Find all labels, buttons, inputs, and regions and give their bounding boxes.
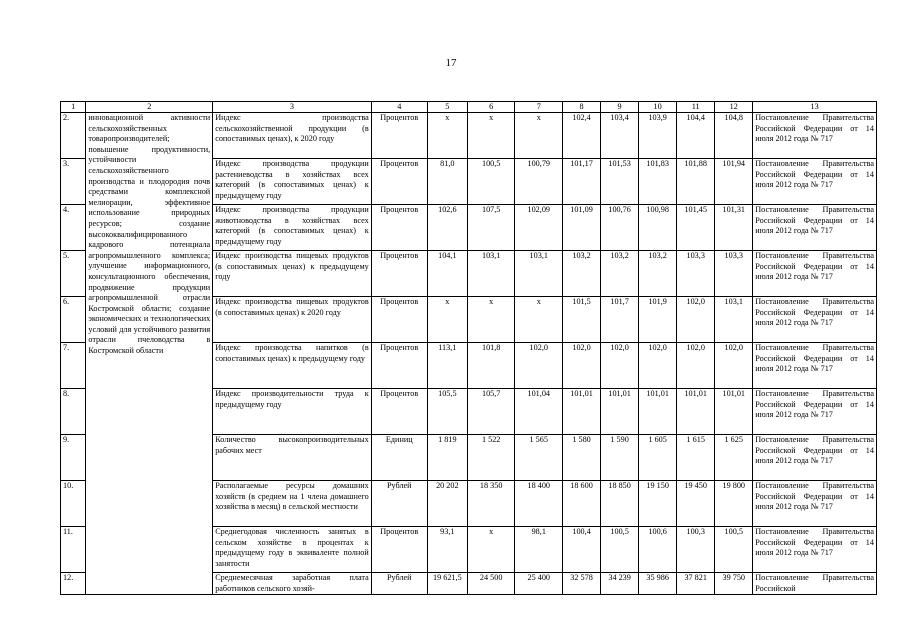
source-cell: Постановление Правительства Российской Федерации от 14 июля 2012 года № 717 (753, 435, 877, 481)
value-cell: 1 590 (601, 435, 639, 481)
value-cell: 1 580 (563, 435, 601, 481)
header-cell: 2 (86, 102, 213, 113)
value-cell: х (515, 297, 563, 343)
value-cell: 100,4 (563, 527, 601, 573)
value-cell: 113,1 (427, 343, 467, 389)
value-cell: 1 522 (467, 435, 515, 481)
unit-cell: Процентов (371, 205, 427, 251)
value-cell: 102,4 (563, 113, 601, 159)
indicators-table (60, 101, 877, 595)
value-cell: 103,1 (467, 251, 515, 297)
header-cell: 12 (715, 102, 753, 113)
header-cell: 1 (61, 102, 86, 113)
value-cell: 101,53 (601, 159, 639, 205)
row-number-cell: 11. (61, 527, 86, 573)
value-cell: 100,5 (467, 159, 515, 205)
unit-cell: Рублей (371, 573, 427, 595)
value-cell: х (467, 527, 515, 573)
value-cell: 100,5 (715, 527, 753, 573)
unit-cell: Процентов (371, 343, 427, 389)
header-cell: 10 (639, 102, 677, 113)
value-cell: 1 625 (715, 435, 753, 481)
value-cell: 107,5 (467, 205, 515, 251)
source-cell: Постановление Правительства Российской Федерации от 14 июля 2012 года № 717 (753, 481, 877, 527)
value-cell: 18 600 (563, 481, 601, 527)
value-cell: 19 450 (677, 481, 715, 527)
header-cell: 3 (213, 102, 372, 113)
value-cell: 102,0 (677, 297, 715, 343)
row-number-cell: 6. (61, 297, 86, 343)
value-cell: 103,2 (639, 251, 677, 297)
source-cell: Постановление Правительства Российской Федерации от 14 июля 2012 года № 717 (753, 297, 877, 343)
value-cell: 18 850 (601, 481, 639, 527)
value-cell: 1 605 (639, 435, 677, 481)
value-cell: х (427, 297, 467, 343)
value-cell: 24 500 (467, 573, 515, 595)
value-cell: 34 239 (601, 573, 639, 595)
indicator-cell: Индекс производства пищевых продуктов (в сопоставимых ценах) к предыдущему году (213, 251, 372, 297)
table-header-row (61, 102, 877, 113)
header-cell: 7 (515, 102, 563, 113)
value-cell: 1 565 (515, 435, 563, 481)
value-cell: 101,5 (563, 297, 601, 343)
unit-cell: Процентов (371, 297, 427, 343)
value-cell: 102,0 (563, 343, 601, 389)
value-cell: 81,0 (427, 159, 467, 205)
value-cell: 101,17 (563, 159, 601, 205)
value-cell: 101,04 (515, 389, 563, 435)
value-cell: 19 621,5 (427, 573, 467, 595)
header-cell: 9 (601, 102, 639, 113)
value-cell: 102,0 (677, 343, 715, 389)
indicator-cell: Располагаемые ресурсы домашних хозяйств (в среднем на 1 члена домашнего хозяйства в месяц) в сельской местности (213, 481, 372, 527)
value-cell: 100,6 (639, 527, 677, 573)
value-cell: 100,76 (601, 205, 639, 251)
value-cell: 103,9 (639, 113, 677, 159)
indicator-cell: Индекс производства пищевых продуктов (в сопоставимых ценах) к 2020 году (213, 297, 372, 343)
value-cell: 105,7 (467, 389, 515, 435)
source-cell: Постановление Правительства Российской Федерации от 14 июля 2012 года № 717 (753, 527, 877, 573)
value-cell: 103,4 (601, 113, 639, 159)
source-cell: Постановление Правительства Российской Федерации от 14 июля 2012 года № 717 (753, 113, 877, 159)
header-cell: 4 (371, 102, 427, 113)
row-number-cell: 2. (61, 113, 86, 159)
row-number-cell: 5. (61, 251, 86, 297)
value-cell: 100,98 (639, 205, 677, 251)
value-cell: 101,7 (601, 297, 639, 343)
indicator-cell: Индекс производства сельскохозяйственной продукции (в сопоставимых ценах), к 2020 году (213, 113, 372, 159)
value-cell: 19 150 (639, 481, 677, 527)
row-number-cell: 8. (61, 389, 86, 435)
row-number-cell: 4. (61, 205, 86, 251)
row-number-cell: 3. (61, 159, 86, 205)
value-cell: 101,9 (639, 297, 677, 343)
value-cell: 102,0 (715, 343, 753, 389)
source-cell: Постановление Правительства Российской Федерации от 14 июля 2012 года № 717 (753, 205, 877, 251)
value-cell: 20 202 (427, 481, 467, 527)
value-cell: 104,8 (715, 113, 753, 159)
header-cell: 11 (677, 102, 715, 113)
value-cell: 104,1 (427, 251, 467, 297)
indicator-cell: Индекс производства продукции растениеводства в хозяйствах всех категорий (в сопоставимых ценах) к предыдущему году (213, 159, 372, 205)
value-cell: 101,94 (715, 159, 753, 205)
unit-cell: Процентов (371, 389, 427, 435)
header-cell: 5 (427, 102, 467, 113)
value-cell: 32 578 (563, 573, 601, 595)
value-cell: 103,1 (715, 297, 753, 343)
value-cell: 101,31 (715, 205, 753, 251)
value-cell: 102,6 (427, 205, 467, 251)
row-number-cell: 7. (61, 343, 86, 389)
value-cell: 101,01 (601, 389, 639, 435)
value-cell: 101,01 (677, 389, 715, 435)
value-cell: 101,88 (677, 159, 715, 205)
value-cell: 103,3 (677, 251, 715, 297)
value-cell: 103,1 (515, 251, 563, 297)
source-cell: Постановление Правительства Российской Федерации от 14 июля 2012 года № 717 (753, 343, 877, 389)
value-cell: 100,79 (515, 159, 563, 205)
unit-cell: Рублей (371, 481, 427, 527)
unit-cell: Процентов (371, 159, 427, 205)
value-cell: 104,4 (677, 113, 715, 159)
row-number-cell: 9. (61, 435, 86, 481)
value-cell: 101,8 (467, 343, 515, 389)
value-cell: 19 800 (715, 481, 753, 527)
value-cell: 101,45 (677, 205, 715, 251)
value-cell: х (427, 113, 467, 159)
value-cell: х (467, 113, 515, 159)
value-cell: 101,09 (563, 205, 601, 251)
value-cell: 102,0 (601, 343, 639, 389)
value-cell: 103,3 (715, 251, 753, 297)
header-cell: 13 (753, 102, 877, 113)
source-cell: Постановление Правительства Российской Федерации от 14 июля 2012 года № 717 (753, 251, 877, 297)
page-number: 17 (445, 57, 457, 69)
unit-cell: Единиц (371, 435, 427, 481)
value-cell: 37 821 (677, 573, 715, 595)
value-cell: 18 350 (467, 481, 515, 527)
value-cell: 101,01 (715, 389, 753, 435)
value-cell: х (467, 297, 515, 343)
value-cell: 102,09 (515, 205, 563, 251)
indicator-cell: Индекс производства напитков (в сопоставимых ценах) к предыдущему году (213, 343, 372, 389)
value-cell: 18 400 (515, 481, 563, 527)
value-cell: 101,01 (563, 389, 601, 435)
value-cell: 100,5 (601, 527, 639, 573)
source-cell: Постановление Правительства Российской Федерации от 14 июля 2012 года № 717 (753, 389, 877, 435)
value-cell: 100,3 (677, 527, 715, 573)
indicator-cell: Индекс производства продукции животноводства в хозяйствах всех категорий (в сопоставимых ценах) к предыдущему году (213, 205, 372, 251)
value-cell: 98,1 (515, 527, 563, 573)
value-cell: 93,1 (427, 527, 467, 573)
header-cell: 6 (467, 102, 515, 113)
value-cell: 103,2 (563, 251, 601, 297)
goal-cell: инновационной активности сельскохозяйственных товаропроизводителей; повышение продуктивности, устойчивости сельскохозяйственного производства и плодородия почв средствами комплексной мелиорации, эффективное использование природных ресурсов; создание высококвалифицированного кадрового потенциала агропромышленного комплекса; улучшение информационного, консультационного обеспечения, продвижение продукции агропромышленной отрасли Костромской области; создание экономических и технологических условий для устойчивого развития отрасли пчеловодства в Костромской области (86, 113, 213, 595)
value-cell: х (515, 113, 563, 159)
row-number-cell: 10. (61, 481, 86, 527)
value-cell: 102,0 (515, 343, 563, 389)
value-cell: 105,5 (427, 389, 467, 435)
row-number-cell: 12. (61, 573, 86, 595)
unit-cell: Процентов (371, 527, 427, 573)
value-cell: 102,0 (639, 343, 677, 389)
unit-cell: Процентов (371, 113, 427, 159)
header-cell: 8 (563, 102, 601, 113)
indicator-cell: Индекс производительности труда к предыдущему году (213, 389, 372, 435)
value-cell: 103,2 (601, 251, 639, 297)
value-cell: 35 986 (639, 573, 677, 595)
value-cell: 1 819 (427, 435, 467, 481)
table-row (61, 113, 877, 159)
source-cell: Постановление Правительства Российской Федерации от 14 июля 2012 года № 717 (753, 159, 877, 205)
indicator-cell: Среднемесячная заработная плата работников сельского хозяй- (213, 573, 372, 595)
indicator-cell: Количество высокопроизводительных рабочих мест (213, 435, 372, 481)
source-cell: Постановление Правительства Российской (753, 573, 877, 595)
unit-cell: Процентов (371, 251, 427, 297)
value-cell: 101,01 (639, 389, 677, 435)
value-cell: 25 400 (515, 573, 563, 595)
indicator-cell: Среднегодовая численность занятых в сельском хозяйстве в процентах к предыдущему году в эквиваленте полной занятости (213, 527, 372, 573)
value-cell: 1 615 (677, 435, 715, 481)
value-cell: 39 750 (715, 573, 753, 595)
value-cell: 101,83 (639, 159, 677, 205)
